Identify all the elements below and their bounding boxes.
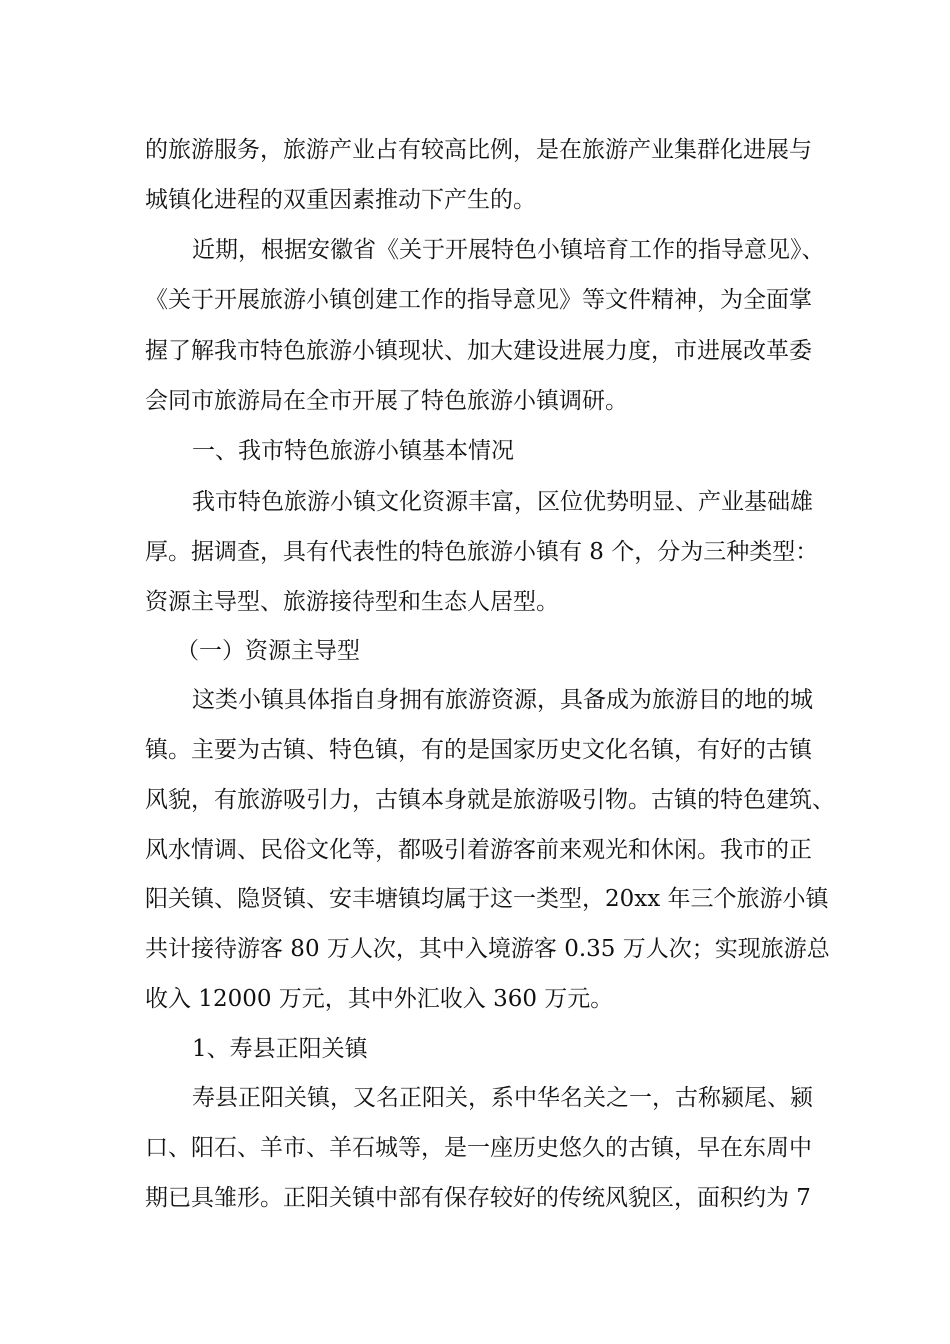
paragraph-line: 城镇化进程的双重因素推动下产生的。 <box>145 187 536 213</box>
paragraph-line: 镇。主要为古镇、特色镇，有的是国家历史文化名镇，有好的古镇 <box>145 737 812 763</box>
paragraph-line: 风水情调、民俗文化等，都吸引着游客前来观光和休闲。我市的正 <box>145 837 812 863</box>
paragraph-line: 风貌，有旅游吸引力，古镇本身就是旅游吸引物。古镇的特色建筑、 <box>145 787 835 813</box>
paragraph-line: 《关于开展旅游小镇创建工作的指导意见》等文件精神，为全面掌 <box>145 287 812 313</box>
paragraph-line: 的旅游服务，旅游产业占有较高比例，是在旅游产业集群化进展与 <box>145 137 812 163</box>
paragraph-line: 口、阳石、羊市、羊石城等，是一座历史悠久的古镇，早在东周中 <box>145 1135 812 1161</box>
paragraph-line: 收入 12000 万元，其中外汇收入 360 万元。 <box>145 986 614 1012</box>
paragraph-line: 我市特色旅游小镇文化资源丰富，区位优势明显、产业基础雄 <box>192 489 813 515</box>
paragraph-line: 近期，根据安徽省《关于开展特色小镇培育工作的指导意见》、 <box>192 237 825 263</box>
item-heading: 1、寿县正阳关镇 <box>192 1036 368 1062</box>
paragraph-line: 资源主导型、旅游接待型和生态人居型。 <box>145 589 559 615</box>
paragraph-line: 厚。据调查，具有代表性的特色旅游小镇有 8 个，分为三种类型： <box>145 539 819 565</box>
paragraph-line: 握了解我市特色旅游小镇现状、加大建设进展力度，市进展改革委 <box>145 338 812 364</box>
section-heading: 一、我市特色旅游小镇基本情况 <box>192 438 514 464</box>
paragraph-line: 共计接待游客 80 万人次，其中入境游客 0.35 万人次；实现旅游总 <box>145 936 830 962</box>
paragraph-line: 会同市旅游局在全市开展了特色旅游小镇调研。 <box>145 388 628 414</box>
paragraph-line: 寿县正阳关镇，又名正阳关，系中华名关之一，古称颍尾、颍 <box>192 1085 813 1111</box>
subsection-heading: （一）资源主导型 <box>176 638 360 664</box>
paragraph-line: 期已具雏形。正阳关镇中部有保存较好的传统风貌区，面积约为 7 <box>145 1185 811 1211</box>
paragraph-line: 阳关镇、隐贤镇、安丰塘镇均属于这一类型，20xx 年三个旅游小镇 <box>145 886 829 912</box>
paragraph-line: 这类小镇具体指自身拥有旅游资源，具备成为旅游目的地的城 <box>192 687 813 713</box>
